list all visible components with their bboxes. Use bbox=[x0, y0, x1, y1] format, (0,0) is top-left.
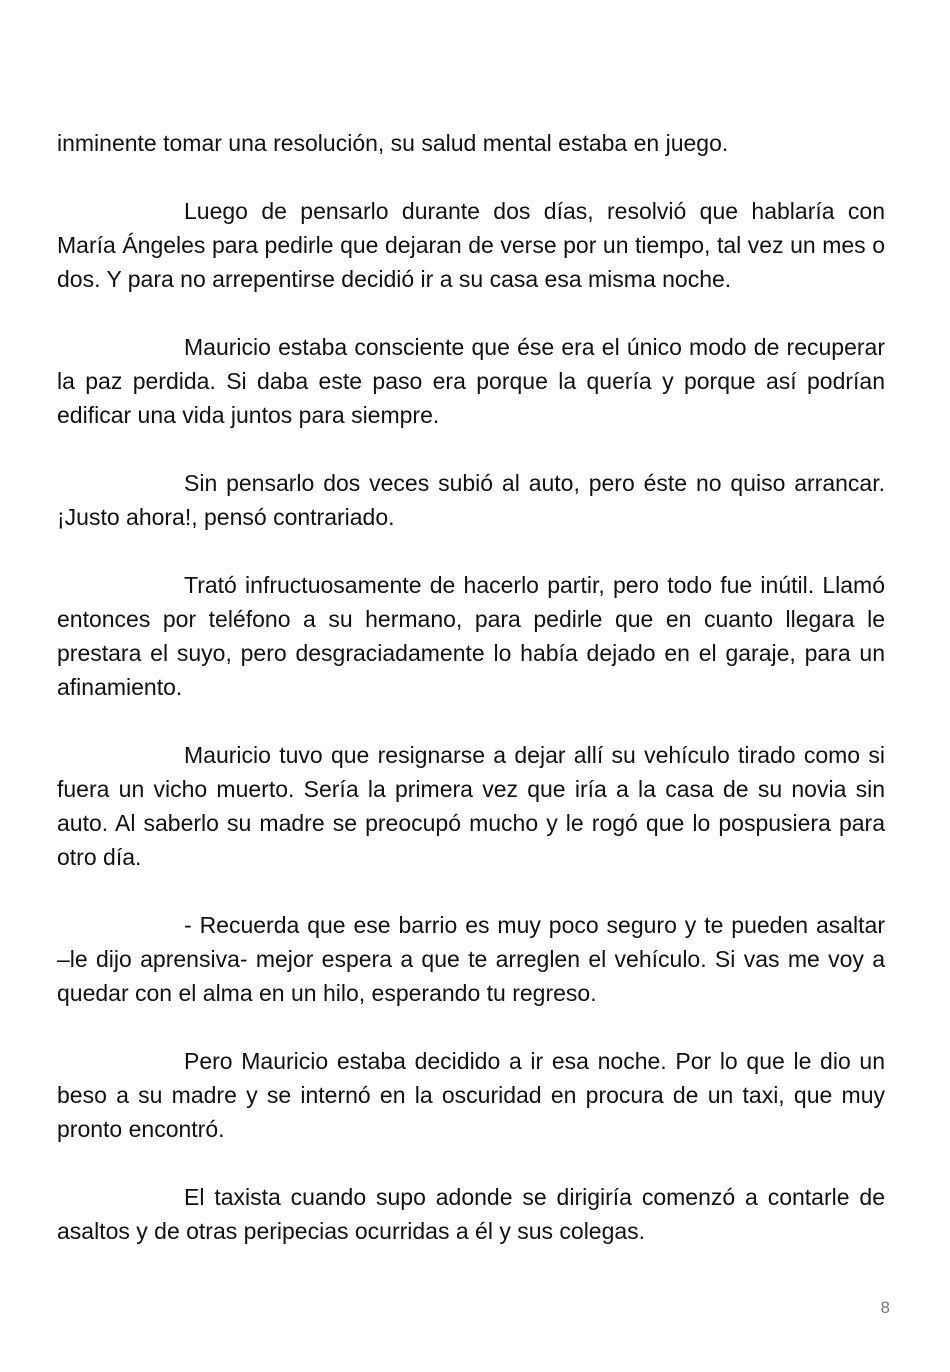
paragraph: El taxista cuando supo adonde se dirigiría comenzó a contarle de asaltos y de otras peripecias ocurridas a él y sus colegas. bbox=[57, 1184, 885, 1244]
body-text bbox=[57, 126, 885, 1282]
paragraph: Pero Mauricio estaba decidido a ir esa noche. Por lo que le dio un beso a su madre y se internó en la oscuridad en procura de un taxi, que muy pronto encontró. bbox=[57, 1048, 885, 1142]
paragraph: Luego de pensarlo durante dos días, resolvió que hablaría con María Ángeles para pedirle que dejaran de verse por un tiempo, tal vez un mes o dos. Y para no arrepentirse decidió ir a su casa esa misma noche. bbox=[57, 198, 885, 292]
paragraph: Sin pensarlo dos veces subió al auto, pero éste no quiso arrancar. ¡Justo ahora!, pensó contrariado. bbox=[57, 470, 885, 530]
page-number: 8 bbox=[880, 1298, 890, 1317]
paragraph: Mauricio tuvo que resignarse a dejar allí su vehículo tirado como si fuera un vicho muerto. Sería la primera vez que iría a la casa de su novia sin auto. Al saberlo su madre se preocupó mucho y le rogó que lo pospusiera para otro día. bbox=[57, 742, 885, 870]
paragraph: Mauricio estaba consciente que ése era el único modo de recuperar la paz perdida. Si daba este paso era porque la quería y porque así podrían edificar una vida juntos para siempre. bbox=[57, 334, 885, 428]
paragraph: - Recuerda que ese barrio es muy poco seguro y te pueden asaltar –le dijo aprensiva- mejor espera a que te arreglen el vehículo. Si vas me voy a quedar con el alma en un hilo, esperando tu regreso. bbox=[57, 912, 885, 1006]
paragraph: Trató infructuosamente de hacerlo partir, pero todo fue inútil. Llamó entonces por teléfono a su hermano, para pedirle que en cuanto llegara le prestara el suyo, pero desgraciadamente lo había dejado en el garaje, para un afinamiento. bbox=[57, 572, 885, 700]
paragraph-continuation: inminente tomar una resolución, su salud mental estaba en juego. bbox=[57, 130, 729, 156]
